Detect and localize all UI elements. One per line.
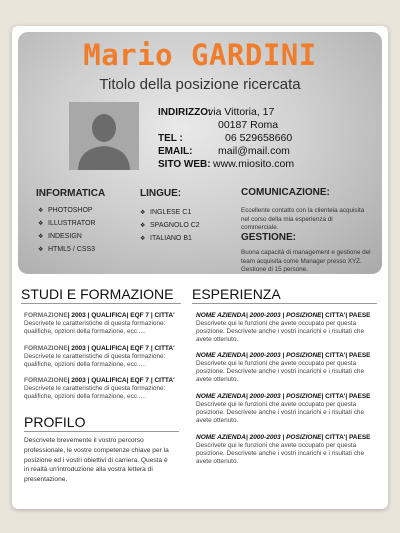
studi-entry-text: Descrivete le caratteristiche di questa formazione: qualifiche, opzioni della formazione, ecc ....: [24, 353, 166, 368]
contact-address: INDIRIZZO:via Vittoria, 17: [158, 106, 275, 118]
job-title: Titolo della posizione ricercata: [99, 76, 301, 93]
contact-city: 00187 Roma: [218, 119, 279, 131]
esperienza-entry-text: Descrivete qui le funzioni che avete occupato per questa posizione. Descrivete anche i vostri incarichi e i risultati che avete ottenuto.: [196, 360, 365, 383]
list-item: ❖ INDESIGN: [38, 233, 82, 240]
profilo-text: Descrivete brevemente il vostro percorso professionale, le vostre competenze chiave per la posizione ed i vostri obiettivi di carriera. Questa è in realtà un'introduzione alla vostra lettera di presentazione.: [24, 437, 169, 484]
person-silhouette-icon: [69, 102, 139, 170]
esperienza-entry-text: Descrivete qui le funzioni che avete occupato per questa posizione. Descrivete anche i vostri incarichi e i risultati che avete ottenuto.: [196, 401, 365, 424]
gestione-text: Buona capacità di management e gestione del team acquisita come Manager presso XYZ. Gestione di 15 persone.: [241, 249, 371, 273]
studi-entry-head: FORMAZIONE| 2003 | QUALIFICA| EQF 7 | CITTA': [24, 377, 175, 384]
lingue-title: LINGUE:: [140, 188, 182, 199]
resume-page: [12, 26, 388, 509]
profilo-heading: PROFILO: [24, 414, 86, 430]
studi-heading: STUDI E FORMAZIONE: [21, 286, 174, 302]
list-item: ❖ INGLESE C1: [140, 209, 192, 216]
list-item: ❖ PHOTOSHOP: [38, 207, 93, 214]
esperienza-entry-head: NOME AZIENDA| 2000-2003 | POSIZIONE| CITTA'| PAESE: [196, 352, 371, 359]
profilo-divider: [24, 431, 179, 432]
esperienza-entry-head: NOME AZIENDA| 2000-2003 | POSIZIONE| CITTA'| PAESE: [196, 393, 371, 400]
contact-phone: TEL : 06 529658660: [158, 132, 293, 144]
esperienza-entry-text: Descrivete qui le funzioni che avete occupato per questa posizione. Descrivete anche i vostri incarichi e i risultati che avete ottenuto.: [196, 320, 365, 343]
list-item: ❖ HTML5 / CSS3: [38, 246, 96, 253]
esperienza-entry-text: Descrivete qui le funzioni che avete occupato per questa posizione. Descrivete anche i vostri incarichi e i risultati che avete ottenuto.: [196, 442, 365, 465]
studi-entry-head: FORMAZIONE| 2003 | QUALIFICA| EQF 7 | CITTA': [24, 312, 175, 319]
contact-email: EMAIL: mail@mail.com: [158, 145, 290, 157]
candidate-name: Mario GARDINI: [83, 38, 317, 72]
studi-entry-text: Descrivete le caratteristiche di questa formazione: qualifiche, opzioni della formazione, ecc ....: [24, 385, 166, 400]
lingue-list: [140, 206, 200, 245]
contact-website: SITO WEB: www.miosito.com: [158, 158, 295, 170]
comunicazione-text: Eccellente contatto con la clientela acquisita nel corso della mia esperienza di commerciale.: [241, 207, 365, 231]
header-panel: [18, 32, 382, 274]
list-item: ❖ SPAGNOLO C2: [140, 222, 200, 229]
studi-entry-head: FORMAZIONE| 2003 | QUALIFICA| EQF 7 | CITTA': [24, 345, 175, 352]
studi-entry-text: Descrivete le caratteristiche di questa formazione: qualifiche, opzioni della formazione, ecc ....: [24, 320, 166, 335]
list-item: ❖ ITALIANO B1: [140, 235, 192, 242]
esperienza-heading: ESPERIENZA: [192, 286, 281, 302]
list-item: ❖ ILLUSTRATOR: [38, 220, 96, 227]
esperienza-entry-head: NOME AZIENDA| 2000-2003 | POSIZIONE| CITTA'| PAESE: [196, 434, 371, 441]
studi-divider: [21, 303, 181, 304]
contact-block: [158, 106, 294, 171]
informatica-title: INFORMATICA: [36, 188, 106, 199]
esperienza-entry-head: NOME AZIENDA| 2000-2003 | POSIZIONE| CITTA'| PAESE: [196, 312, 371, 319]
informatica-list: [38, 204, 96, 256]
comunicazione-title: COMUNICAZIONE:: [241, 187, 330, 198]
gestione-title: GESTIONE:: [241, 232, 297, 243]
profile-photo-placeholder: [69, 102, 139, 170]
esperienza-divider: [192, 303, 377, 304]
